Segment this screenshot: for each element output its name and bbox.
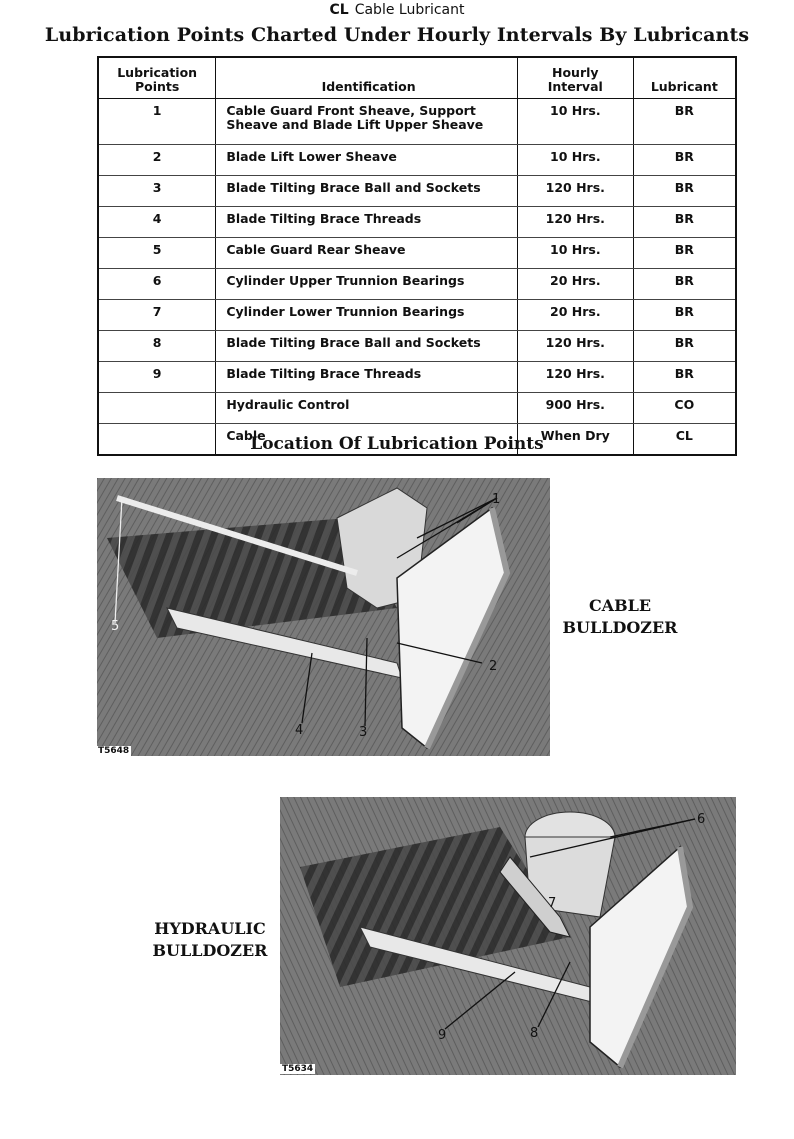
interval-cell: 900 Hrs.	[517, 393, 633, 424]
hydraulic-bulldozer-illustration	[280, 797, 736, 1075]
point-cell: 1	[98, 99, 216, 145]
identification-cell: Blade Tilting Brace Ball and Sockets	[216, 331, 518, 362]
table-header-row	[98, 57, 736, 99]
section-title: Location Of Lubrication Points	[250, 434, 544, 454]
point-cell: 8	[98, 331, 216, 362]
page-title: Lubrication Points Charted Under Hourly Intervals By Lubricants	[44, 24, 750, 46]
identification-cell: Hydraulic Control	[216, 393, 518, 424]
callout-3: 3	[359, 725, 368, 740]
header-interval: Hourly Interval	[517, 57, 633, 99]
identification-cell: Blade Tilting Brace Ball and Sockets	[216, 176, 518, 207]
lubricant-cell: BR	[633, 362, 736, 393]
callout-1: 1	[492, 492, 501, 507]
table-row	[98, 145, 736, 176]
caption-line: BULLDOZER	[152, 941, 268, 960]
lubricant-cell: CL	[633, 424, 736, 456]
lubricant-cell: BR	[633, 176, 736, 207]
interval-cell: 10 Hrs.	[517, 238, 633, 269]
point-cell: 5	[98, 238, 216, 269]
lubricant-cell: CO	[633, 393, 736, 424]
identification-cell: Blade Tilting Brace Threads	[216, 207, 518, 238]
identification-cell: Cable	[216, 424, 518, 456]
callout-6: 6	[697, 812, 706, 827]
header-points: Lubrication Points	[98, 57, 216, 99]
interval-cell: 120 Hrs.	[517, 331, 633, 362]
header-lubricant: Lubricant	[633, 57, 736, 99]
identification-cell: Blade Lift Lower Sheave	[216, 145, 518, 176]
interval-cell: When Dry	[517, 424, 633, 456]
point-cell: 6	[98, 269, 216, 300]
figure-code: T5634	[282, 1064, 314, 1074]
identification-cell: Cylinder Lower Trunnion Bearings	[216, 300, 518, 331]
caption-line: CABLE	[588, 596, 652, 615]
lubricant-cell: BR	[633, 145, 736, 176]
cable-bulldozer-photo	[97, 478, 550, 756]
callout-2: 2	[489, 659, 498, 674]
point-cell: 3	[98, 176, 216, 207]
caption-line: BULLDOZER	[562, 618, 678, 637]
lubrication-table	[97, 56, 737, 456]
running-head-title: Cable Lubricant	[354, 2, 465, 18]
point-cell: 2	[98, 145, 216, 176]
interval-cell: 10 Hrs.	[517, 99, 633, 145]
point-cell: 4	[98, 207, 216, 238]
interval-cell: 20 Hrs.	[517, 269, 633, 300]
callout-4: 4	[295, 723, 304, 738]
header-identification: Identification	[216, 57, 518, 99]
identification-cell: Cylinder Upper Trunnion Bearings	[216, 269, 518, 300]
cable-bulldozer-illustration	[97, 478, 550, 756]
table-row	[98, 207, 736, 238]
table-row	[98, 269, 736, 300]
callout-7: 7	[548, 896, 557, 911]
lubricant-cell: BR	[633, 99, 736, 145]
figure-caption	[145, 918, 275, 962]
table-body	[98, 99, 736, 456]
interval-cell: 120 Hrs.	[517, 362, 633, 393]
identification-cell: Cable Guard Front Sheave, Support Sheave and Blade Lift Upper Sheave	[216, 99, 518, 145]
identification-cell: Cable Guard Rear Sheave	[216, 238, 518, 269]
lubricant-cell: BR	[633, 300, 736, 331]
lubricant-cell: BR	[633, 238, 736, 269]
table-row	[98, 393, 736, 424]
running-head	[0, 2, 794, 18]
point-cell: 9	[98, 362, 216, 393]
table-row	[98, 362, 736, 393]
figure-code: T5648	[98, 746, 130, 756]
interval-cell: 10 Hrs.	[517, 145, 633, 176]
caption-line: HYDRAULIC	[154, 919, 266, 938]
callout-5: 5	[111, 619, 120, 634]
table-row	[98, 238, 736, 269]
lubricant-cell: BR	[633, 269, 736, 300]
interval-cell: 20 Hrs.	[517, 300, 633, 331]
interval-cell: 120 Hrs.	[517, 176, 633, 207]
lubricant-cell: BR	[633, 331, 736, 362]
point-cell	[98, 393, 216, 424]
figure-caption	[560, 595, 680, 639]
point-cell: 7	[98, 300, 216, 331]
table-row	[98, 300, 736, 331]
interval-cell: 120 Hrs.	[517, 207, 633, 238]
running-head-code: CL	[329, 2, 349, 18]
callout-8: 8	[530, 1026, 539, 1041]
table-row	[98, 331, 736, 362]
hydraulic-bulldozer-photo	[280, 797, 736, 1075]
callout-9: 9	[438, 1028, 447, 1043]
table-row	[98, 99, 736, 145]
lubricant-cell: BR	[633, 207, 736, 238]
identification-cell: Blade Tilting Brace Threads	[216, 362, 518, 393]
table-row	[98, 176, 736, 207]
